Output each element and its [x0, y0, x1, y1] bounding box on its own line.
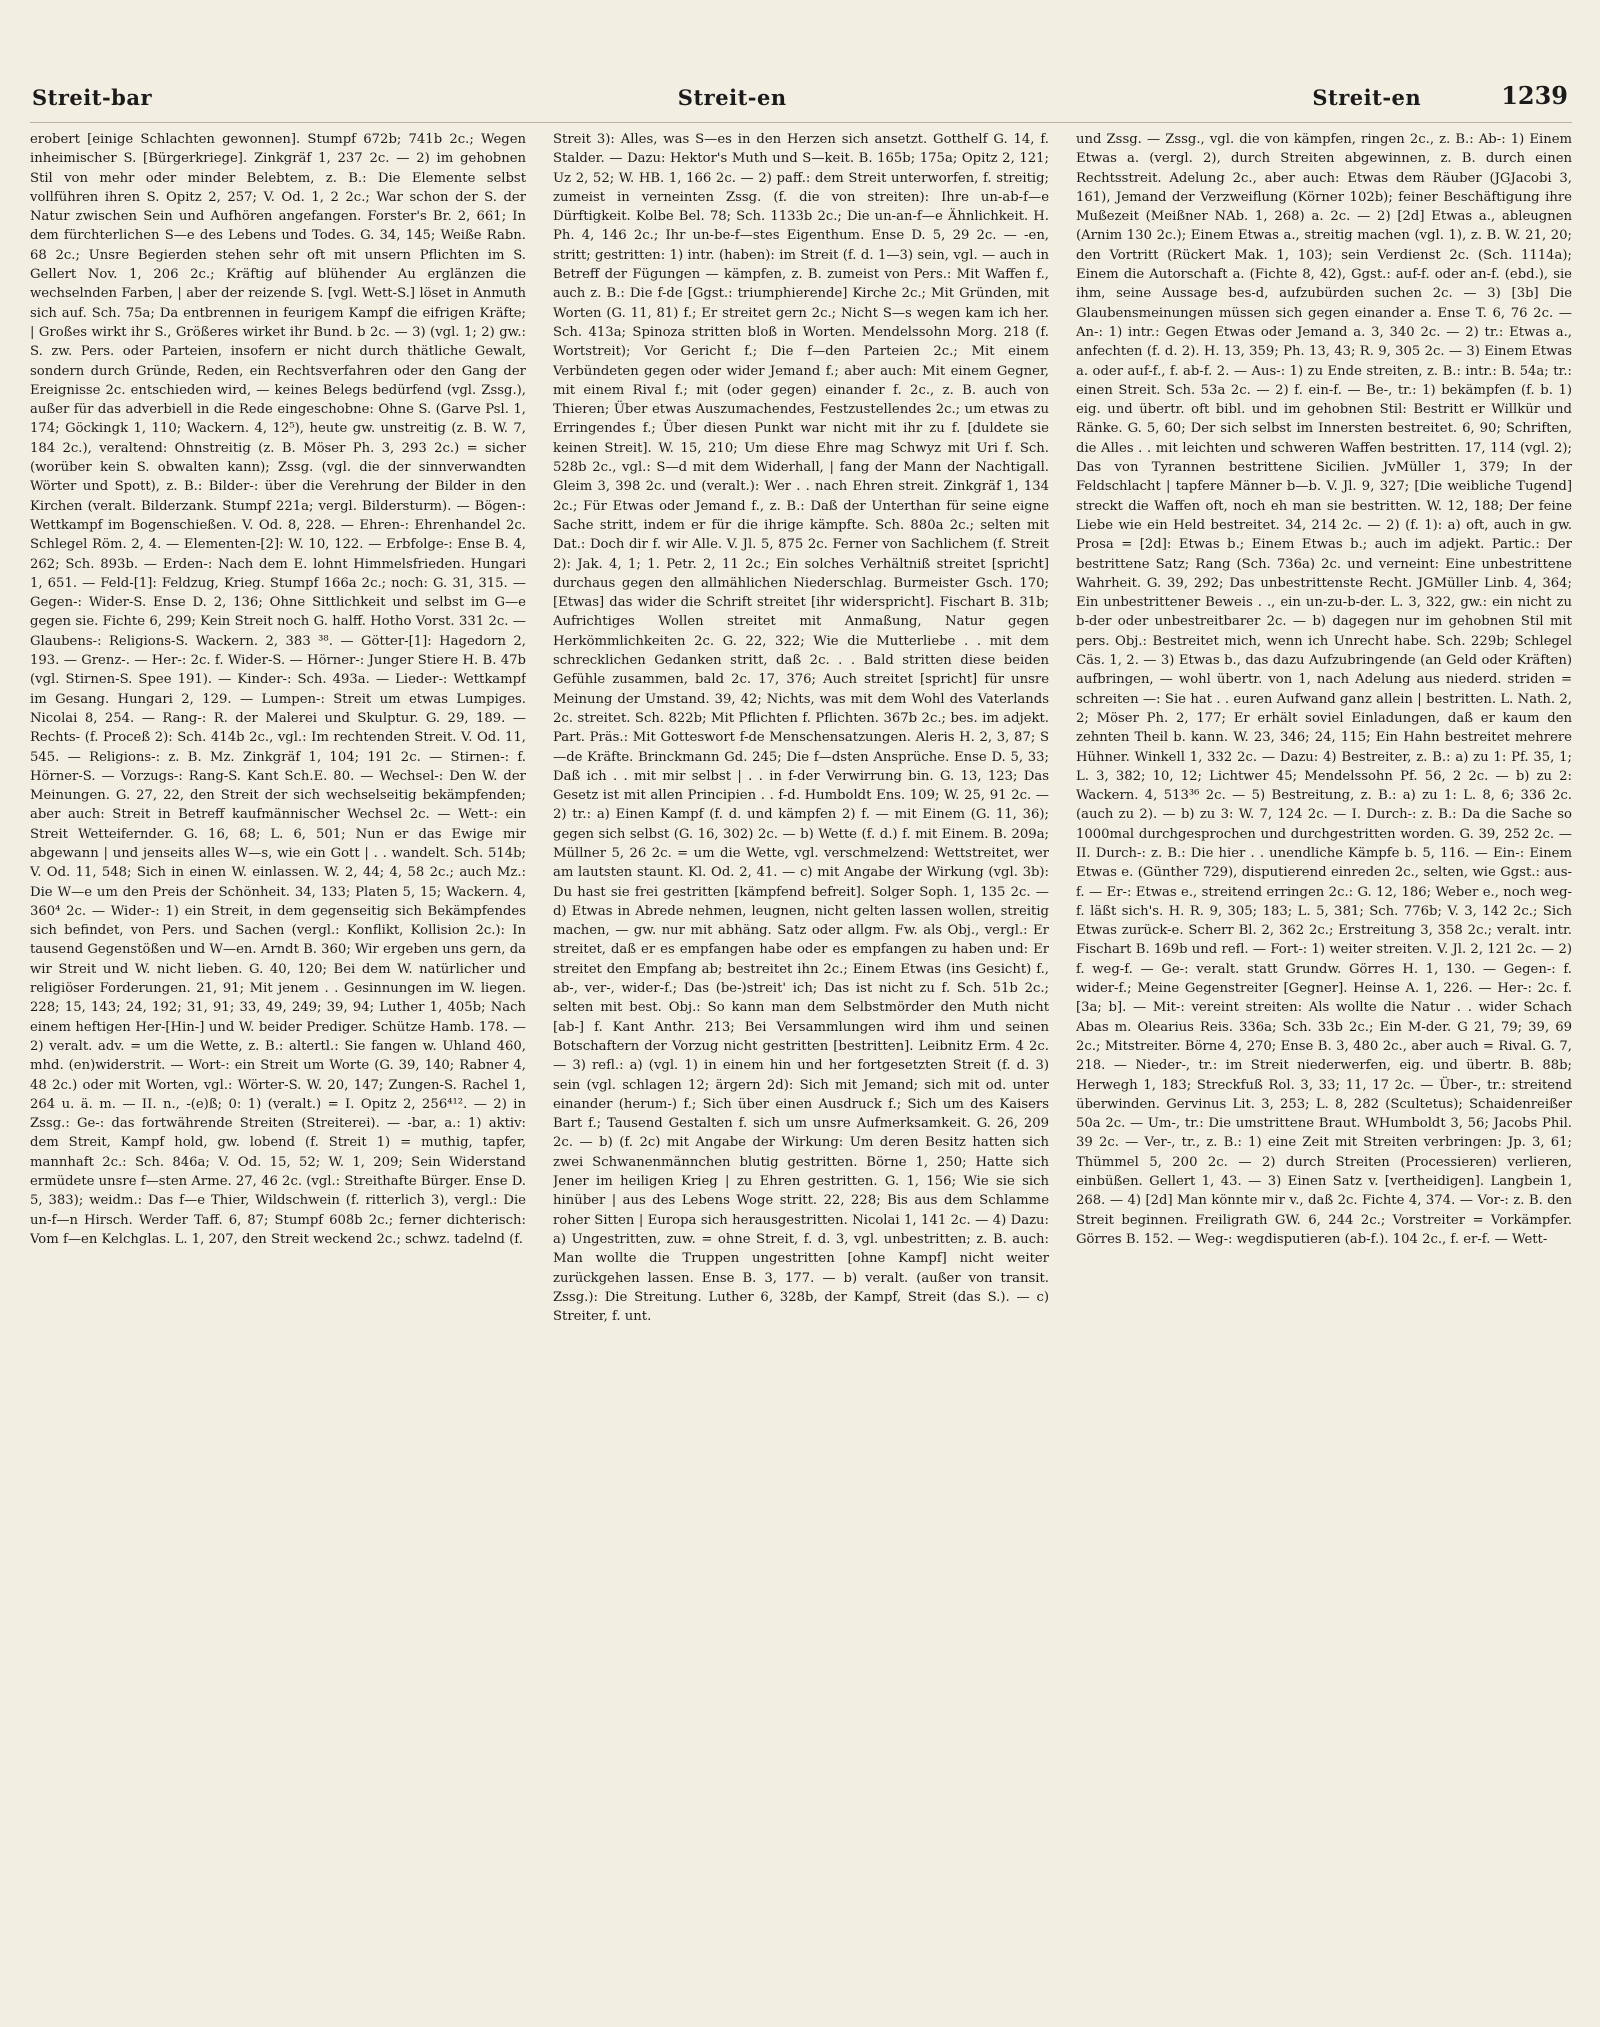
page-header [32, 78, 1568, 110]
column-left [30, 130, 526, 2007]
header-rule [30, 122, 1572, 123]
text-columns [30, 130, 1572, 2007]
column-middle [553, 130, 1049, 2007]
column-right-text: und Zssg. — Zssg., vgl. die von kämpfen, ringen 2c., z. B.: Ab-: 1) Einem Etwas a. (vergl. 2), durch Streiten abgewinnen, z. B. durch einen Rechtsstreit. Adelung 2c., aber auch: Etwas dem Räuber (JGJacobi 3, 161), Jemand der Verzweiflung (Körner 102b); feiner Beschäftigung ihre Mußezeit (Meißner NAb. 1, 268) a. 2c. — 2) [2d] Etwas a., ableugnen (Arnim 130 2c.); Einem Etwas a., streitig machen (vgl. 1), z. B. W. 21, 20; den Vortritt (Rückert Mak. 1, 103); sein Verdienst 2c. (Sch. 1114a); Einem die Autorschaft a. (Fichte 8, 42), Ggst.: auf-f. oder an-f. (ebd.), sie ihm, seine Aussage bes-d, aufzubürden suchen 2c. — 3) [3b] Die Glaubensmeinungen müssen sich gegen einander a. Ense T. 6, 76 2c. — An-: 1) intr.: Gegen Etwas oder Jemand a. 3, 340 2c. — 2) tr.: Etwas a., anfechten (f. d. 2). H. 13, 359; Ph. 13, 43; R. 9, 305 2c. — 3) Einem Etwas a. oder auf-f., f. ab-f. 2. — Aus-: 1) zu Ende streiten, z. B.: intr.: B. 54a; tr.: einen Streit. Sch. 53a 2c. — 2) f. ein-f. — Be-, tr.: 1) bekämpfen (f. b. 1) eig. und übertr. oft bibl. und im gehobnen Stil: Bestritt er Willkür und Ränke. G. 5, 60; Der sich selbst im Innersten bestreitet. 6, 90; Schriften, die Alles . . mit leichten und schweren Waffen bestritten. 17, 114 (vgl. 2); Das von Tyrannen bestrittene Sicilien. JvMüller 1, 379; In der Feldschlacht | tapfere Männer b—b. V. Jl. 9, 327; [Die weibliche Tugend] streckt die Waffen oft, noch eh man sie bestritten. W. 12, 188; Der feine Liebe wie ein Held bestreitet. 34, 214 2c. — 2) (f. 1): a) oft, auch in gw. Prosa = [2d]: Etwas b.; Einem Etwas b.; auch im adjekt. Partic.: Der bestrittene Satz; Rang (Sch. 736a) 2c. und verneint: Eine unbestrittene Wahrheit. G. 39, 292; Das unbestrittenste Recht. JGMüller Linb. 4, 364; Ein unbestrittener Beweis . ., ein un-zu-b-der. L. 3, 322, gw.: ein nicht zu b-der oder unbestreitbarer 2c. — b) dagegen nur im gehobnen Stil mit pers. Obj.: Bestreitet mich, wenn ich Unrecht habe. Sch. 229b; Schlegel Cäs. 1, 2. — 3) Etwas b., das dazu Aufzubringende (an Geld oder Kräften) aufbringen, — wohl übertr. von 1, nach Adelung aus niederd. striden = schreiten —: Sie hat . . euren Aufwand ganz allein | bestritten. L. Nath. 2, 2; Möser Ph. 2, 177; Er erhält soviel Einladungen, daß er kaum den zehnten Theil b. kann. W. 23, 346; 24, 115; Ein Hahn bestreitet mehrere Hühner. Winkell 1, 332 2c. — Dazu: 4) Bestreiter, z. B.: a) zu 1: Pf. 35, 1; L. 3, 382; 10, 12; Lichtwer 45; Mendelssohn Pf. 56, 2 2c. — b) zu 2: Wackern. 4, 513³⁶ 2c. — 5) Bestreitung, z. B.: a) zu 1: L. 8, 6; 336 2c. (auch zu 2). — b) zu 3: W. 7, 124 2c. — I. Durch-: z. B.: Da die Sache so 1000mal durchgesprochen und durchgestritten worden. G. 39, 252 2c. — II. Durch-: z. B.: Die hier . . unendliche Kämpfe b. 5, 116. — Ein-: Einem Etwas e. (Günther 729), disputierend einreden 2c., selten, wie Ggst.: aus-f. — Er-: Etwas e., streitend erringen 2c.: G. 12, 186; Weber e., noch weg-f. läßt sich's. H. R. 9, 305; 183; L. 5, 381; Sch. 776b; V. 3, 142 2c.; Sich Etwas zurück-e. Scherr Bl. 2, 362 2c.; Erstreitung 3, 358 2c.; veralt. intr. Fischart B. 169b und refl. — Fort-: 1) weiter streiten. V. Jl. 2, 121 2c. — 2) f. weg-f. — Ge-: veralt. statt Grundw. Görres H. 1, 130. — Gegen-: f. wider-f.; Meine Gegenstreiter [Gegner]. Heinse A. 1, 226. — Her-: 2c. f. [3a; b]. — Mit-: vereint streiten: Als wollte die Natur . . wider Schach Abas m. Olearius Reis. 336a; Sch. 33b 2c.; Ein M-der. G 21, 79; 39, 69 2c.; Mitstreiter. Börne 4, 270; Ense B. 3, 480 2c., aber auch = Rival. G. 7, 218. — Nieder-, tr.: im Streit niederwerfen, eig. und übertr. B. 88b; Herwegh 1, 183; Streckfuß Rol. 3, 33; 11, 17 2c. — Über-, tr.: streitend überwinden. Gervinus Lit. 3, 253; L. 8, 282 (Scultetus); Schaidenreißer 50a 2c. — Um-, tr.: Die umstrittene Braut. WHumboldt 3, 56; Jacobs Phil. 39 2c. — Ver-, tr., z. B.: 1) eine Zeit mit Streiten verbringen: Jp. 3, 61; Thümmel 5, 200 2c. — 2) durch Streiten (Processieren) verlieren, einbüßen. Gellert 1, 43. — 3) Einen Satz v. [vertheidigen]. Langbein 1, 268. — 4) [2d] Man könnte mir v., daß 2c. Fichte 4, 374. — Vor-: z. B. den Streit beginnen. Freiligrath GW. 6, 244 2c.; Vorstreiter = Vorkämpfer. Görres B. 152. — Weg-: wegdisputieren (ab-f.). 104 2c., f. er-f. — Wett- [1076, 132, 1572, 1247]
header-right-headword: Streit-en [1312, 85, 1422, 110]
column-left-text: erobert [einige Schlachten gewonnen]. Stumpf 672b; 741b 2c.; Wegen inheimischer S. [Bürgerkriege]. Zinkgräf 1, 237 2c. — 2) im gehobnen Stil von mehr oder minder Belebtem, z. B.: Die Elemente selbst vollführen ihren S. Opitz 2, 257; V. Od. 1, 2 2c.; War schon der S. der Natur zwischen Sein und Aufhören angefangen. Forster's Br. 2, 661; In dem fürchterlichen S—e des Lebens und Todes. G. 34, 145; Weiße Rabn. 68 2c.; Unsre Begierden stehen sehr oft mit unsern Pflichten im S. Gellert Nov. 1, 206 2c.; Kräftig auf blühender Au erglänzen die wechselnden Farben, | aber der reizende S. [vgl. Wett-S.] löset in Anmuth sich auf. Sch. 75a; Da entbrennen in feurigem Kampf die eifrigen Kräfte; | Großes wirkt ihr S., Größeres wirket ihr Bund. b 2c. — 3) (vgl. 1; 2) gw.: S. zw. Pers. oder Parteien, insofern er nicht durch thätliche Gewalt, sondern durch Gründe, Reden, ein Rechtsverfahren oder den Gang der Ereignisse 2c. entschieden wird, — keines Belegs bedürfend (vgl. Zssg.), außer für das adverbiell in die Rede eingeschobne: Ohne S. (Garve Psl. 1, 174; Göckingk 1, 110; Wackern. 4, 12⁵), heute gw. unstreitig (z. B. W. 7, 184 2c.), veraltend: Ohnstreitig (z. B. Möser Ph. 3, 293 2c.) = sicher (worüber kein S. obwalten kann); Zssg. (vgl. die der sinnverwandten Wörter und Spott), z. B.: Bilder-: über die Verehrung der Bilder in den Kirchen (veralt. Bilderzank. Stumpf 221a; vergl. Bildersturm). — Bögen-: Wettkampf im Bogenschießen. V. Od. 8, 228. — Ehren-: Ehrenhandel 2c. Schlegel Röm. 2, 4. — Elementen-[2]: W. 10, 122. — Erbfolge-: Ense B. 4, 262; Sch. 893b. — Erden-: Nach dem E. lohnt Himmelsfrieden. Hungari 1, 651. — Feld-[1]: Feldzug, Krieg. Stumpf 166a 2c.; noch: G. 31, 315. — Gegen-: Wider-S. Ense D. 2, 136; Ohne Sittlichkeit und selbst im G—e gegen sie. Fichte 6, 299; Kein Streit noch G. halff. Hotho Vorst. 331 2c. — Glaubens-: Religions-S. Wackern. 2, 383 ³⁸. — Götter-[1]: Hagedorn 2, 193. — Grenz-. — Her-: 2c. f. Wider-S. — Hörner-: Junger Stiere H. B. 47b (vgl. Stirnen-S. Spee 191). — Kinder-: Sch. 493a. — Lieder-: Wettkampf im Gesang. Hungari 2, 129. — Lumpen-: Streit um etwas Lumpiges. Nicolai 8, 254. — Rang-: R. der Malerei und Skulptur. G. 29, 189. — Rechts- (f. Proceß 2): Sch. 414b 2c., vgl.: Im rechtenden Streit. V. Od. 11, 545. — Religions-: z. B. Mz. Zinkgräf 1, 104; 191 2c. — Stirnen-: f. Hörner-S. — Vorzugs-: Rang-S. Kant Sch.E. 80. — Wechsel-: Den W. der Meinungen. G. 27, 22, den Streit der sich wechselseitig bekämpfenden; aber auch: Streit in Betreff kaufmännischer Wechsel 2c. — Wett-: ein Streit Wetteifernder. G. 16, 68; L. 6, 501; Nun er das Ewige mir abgewann | und jenseits alles W—s, wie ein Gott | . . wandelt. Sch. 514b; V. Od. 11, 548; Sich in einen W. einlassen. W. 2, 44; 4, 58 2c.; auch Mz.: Die W—e um den Preis der Schönheit. 34, 133; Platen 5, 15; Wackern. 4, 360⁴ 2c. — Wider-: 1) ein Streit, in dem gegenseitig sich Bekämpfendes sich befindet, von Pers. und Sachen (vergl.: Konflikt, Kollision 2c.): In tausend Gegenstößen und W—en. Arndt B. 360; Wir ergeben uns gern, da wir Streit und W. nicht lieben. G. 40, 120; Bei dem W. natürlicher und religiöser Forderungen. 21, 91; Mit jenem . . Gesinnungen im W. liegen. 228; 15, 143; 24, 192; 31, 91; 33, 49, 249; 39, 94; Luther 1, 405b; Nach einem heftigen Her-[Hin-] und W. beider Prediger. Schütze Hamb. 178. — 2) veralt. adv. = um die Wette, z. B.: altertl.: Sie fangen w. Uhland 460, mhd. (en)widerstrit. — Wort-: ein Streit um Worte (G. 39, 140; Rabner 4, 48 2c.) oder mit Worten, vgl.: Wörter-S. W. 20, 147; Zungen-S. Rachel 1, 264 u. ä. m. — II. n., -(e)ß; 0: 1) (veralt.) = I. Opitz 2, 256⁴¹². — 2) in Zssg.: Ge-: das fortwährende Streiten (Streiterei). — -bar, a.: 1) aktiv: dem Streit, Kampf hold, gw. lobend (f. Streit 1) = muthig, tapfer, mannhaft 2c.: Sch. 846a; V. Od. 15, 52; W. 1, 209; Sein Widerstand ermüdete unsre f—sten Arme. 27, 46 2c. (vgl.: Streithafte Bürger. Ense D. 5, 383); weidm.: Das f—e Thier, Wildschwein (f. ritterlich 3), vergl.: Die un-f—n Hirsch. Werder Taff. 6, 87; Stumpf 608b 2c.; ferner dichterisch: Vom f—en Kelchglas. L. 1, 207, den Streit weckend 2c.; schwz. tadelnd (f. [30, 132, 526, 1247]
page-number: 1239 [1501, 81, 1568, 110]
header-center-headword: Streit-en [677, 85, 787, 110]
column-right [1076, 130, 1572, 2007]
column-middle-text: Streit 3): Alles, was S—es in den Herzen sich ansetzt. Gotthelf G. 14, f. Stalder. — Dazu: Hektor's Muth und S—keit. B. 165b; 175a; Opitz 2, 121; Uz 2, 52; W. HB. 1, 166 2c. — 2) paff.: dem Streit unterworfen, f. streitig; zumeist in verneinten Zssg. (f. die von streiten): Ihre un-ab-f—e Dürftigkeit. Kolbe Bel. 78; Sch. 1133b 2c.; Die un-an-f—e Ähnlichkeit. H. Ph. 4, 146 2c.; Ihr un-be-f—stes Eigenthum. Ense D. 5, 29 2c. — -en, stritt; gestritten: 1) intr. (haben): im Streit (f. d. 1—3) sein, vgl. — auch in Betreff der Fügungen — kämpfen, z. B. zumeist von Pers.: Mit Waffen f., auch z. B.: Die f-de [Ggst.: triumphierende] Kirche 2c.; Mit Gründen, mit Worten (G. 11, 81) f.; Er streitet gern 2c.; Nicht S—s wegen kam ich her. Sch. 413a; Spinoza stritten bloß in Worten. Mendelssohn Morg. 218 (f. Wortstreit); Vor Gericht f.; Die f—den Parteien 2c.; Mit einem Verbündeten gegen oder wider Jemand f.; aber auch: Mit einem Gegner, mit einem Rival f.; mit (oder gegen) einander f. 2c., z. B. auch von Thieren; Über etwas Auszumachendes, Festzustellendes 2c.; um etwas zu Erringendes f.; Über diesen Punkt war nicht mit ihr zu f. [duldete sie keinen Streit]. W. 15, 210; Um diese Ehre mag Schwyz mit Uri f. Sch. 528b 2c., vgl.: S—d mit dem Widerhall, | fang der Mann der Nachtigall. Gleim 3, 398 2c. und (veralt.): Wer . . nach Ehren streit. Zinkgräf 1, 134 2c.; Für Etwas oder Jemand f., z. B.: Daß der Unterthan für seine eigne Sache stritt, indem er für die ihrige kämpfte. Sch. 880a 2c.; selten mit Dat.: Doch dir f. wir Alle. V. Jl. 5, 875 2c. Ferner von Sachlichem (f. Streit 2): Jak. 4, 1; 1. Petr. 2, 11 2c.; Ein solches Verhältniß streitet [spricht] durchaus gegen den allmählichen Niederschlag. Burmeister Gsch. 170; [Etwas] das wider die Schrift streitet [ihr widerspricht]. Fischart B. 31b; Aufrichtiges Wollen streitet mit Anmaßung, Natur gegen Herkömmlichkeiten 2c. G. 22, 322; Wie die Mutterliebe . . mit dem schrecklichen Gedanken stritt, daß 2c. . . Bald stritten diese beiden Gefühle zusammen, bald 2c. 17, 376; Auch streitet [spricht] für unsre Meinung der Umstand. 39, 42; Nichts, was mit dem Wohl des Vaterlands 2c. streitet. Sch. 822b; Mit Pflichten f. Pflichten. 367b 2c.; bes. im adjekt. Part. Präs.: Mit Gotteswort f-de Menschensatzungen. Aleris H. 2, 3, 87; S—de Kräfte. Brinckmann Gd. 245; Die f—dsten Ansprüche. Ense D. 5, 33; Daß ich . . mit mir selbst | . . in f-der Verwirrung bin. G. 13, 123; Das Gesetz ist mit allen Principien . . f-d. Humboldt Ens. 109; W. 25, 91 2c. — 2) tr.: a) Einen Kampf (f. d. und kämpfen 2) f. — mit Einem (G. 11, 36); gegen sich selbst (G. 16, 302) 2c. — b) Wette (f. d.) f. mit Einem. B. 209a; Müllner 5, 26 2c. = um die Wette, vgl. verschmelzend: Wettstreitet, wer am lautsten staunt. Kl. Od. 2, 41. — c) mit Angabe der Wirkung (vgl. 3b): Du hast sie frei gestritten [kämpfend befreit]. Solger Soph. 1, 135 2c. — d) Etwas in Abrede nehmen, leugnen, nicht gelten lassen wollen, streitig machen, — gw. nur mit abhäng. Satz oder allgm. Fw. als Obj., vergl.: Er streitet, daß er es empfangen habe oder es empfangen zu haben und: Er streitet den Empfang ab; bestreitet ihn 2c.; Einem Etwas (ins Gesicht) f., ab-, ver-, wider-f.; Das (be-)streit' ich; Das ist nicht zu f. Sch. 51b 2c.; selten mit best. Obj.: So kann man dem Selbstmörder den Muth nicht [ab-] f. Kant Anthr. 213; Bei Versammlungen wird ihm und seinen Botschaftern der Vorzug nicht gestritten [bestritten]. Leibnitz Erm. 4 2c. — 3) refl.: a) (vgl. 1) in einem hin und her fortgesetzten Streit (f. d. 3) sein (vgl. schlagen 12; ärgern 2d): Sich mit Jemand; sich mit od. unter einander (herum-) f.; Sich über einen Ausdruck f.; Sich um des Kaisers Bart f.; Tausend Gestalten f. sich um unsre Aufmerksamkeit. G. 26, 209 2c. — b) (f. 2c) mit Angabe der Wirkung: Um deren Besitz hatten sich zwei Schwanenmännchen blutig gestritten. Börne 1, 250; Hatte sich Jener im heiligen Krieg | zu Ehren gestritten. G. 1, 156; Wie sie sich hinüber | aus des Lebens Woge stritt. 22, 228; Bis aus dem Schlamme roher Sitten | Europa sich herausgestritten. Nicolai 1, 141 2c. — 4) Dazu: a) Ungestritten, zuw. = ohne Streit, f. d. 3, vgl. unbestritten; z. B. auch: Man wollte die Truppen ungestritten [ohne Kampf] nicht weiter zurückgehen lassen. Ense B. 3, 177. — b) veralt. (außer von transit. Zssg.): Die Streitung. Luther 6, 328b, der Kampf, Streit (das S.). — c) Streiter, f. unt. [553, 132, 1049, 1325]
header-left-headword: Streit-bar [32, 85, 153, 110]
header-right-group [1312, 81, 1568, 110]
